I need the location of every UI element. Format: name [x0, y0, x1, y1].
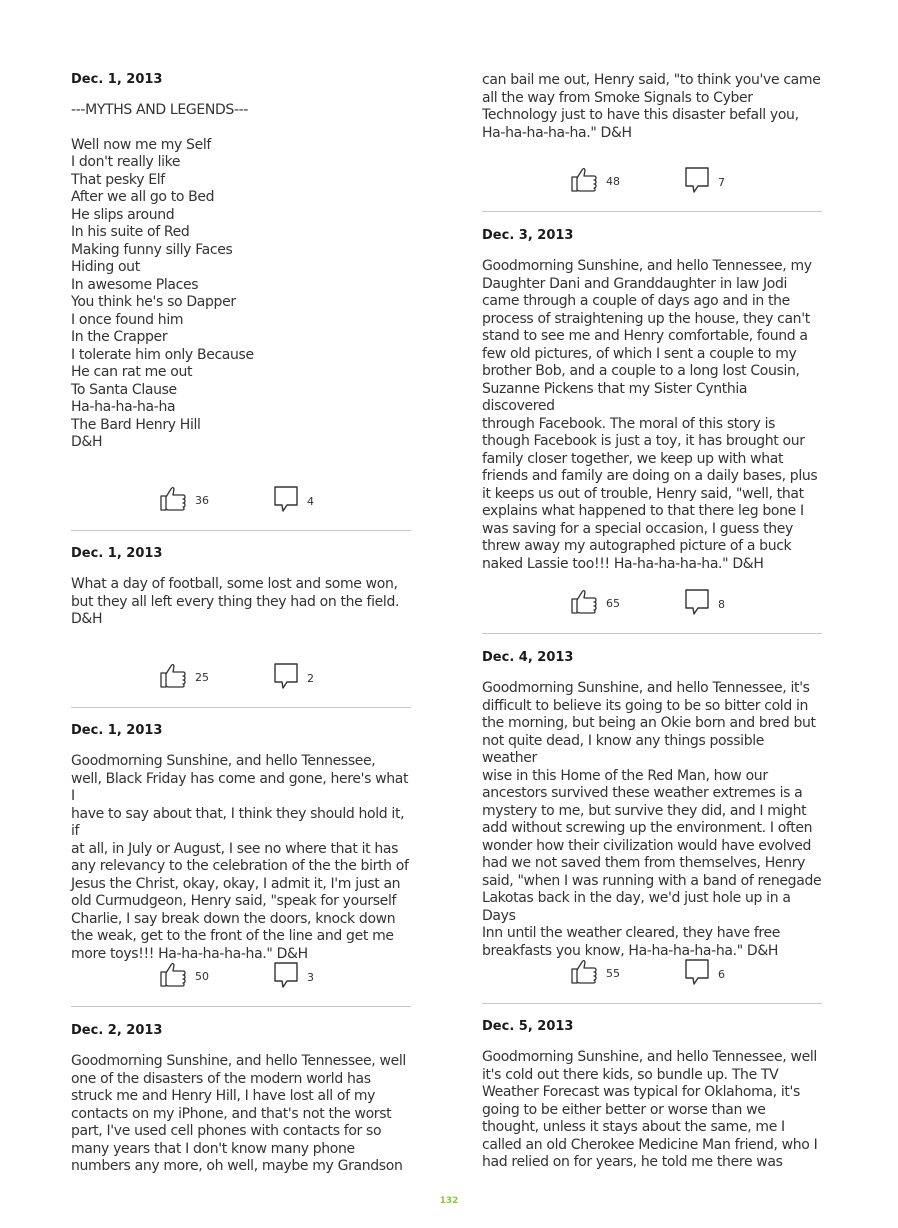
like-count: 25 [195, 670, 209, 684]
post-text: can bail me out, Henry said, "to think you've came all the way from Smoke Signals to Cyber Technology just to have this disaster befall you, Ha-ha-ha-ha-ha." D&H [482, 72, 821, 141]
speech-bubble-icon [684, 588, 710, 620]
thumbs-up-icon [570, 166, 598, 196]
post-text: What a day of football, some lost and some won, but they all left every thing they had on the field. D&H [71, 576, 400, 627]
divider [71, 530, 411, 531]
post-heading: ---MYTHS AND LEGENDS--- [71, 102, 249, 118]
like-count: 36 [195, 493, 209, 507]
divider [71, 707, 411, 708]
like-count: 65 [606, 596, 620, 610]
engagement-bar [71, 662, 411, 692]
post [71, 1023, 411, 1176]
comment-button[interactable] [273, 961, 314, 993]
comment-count: 8 [718, 597, 725, 611]
like-button[interactable] [159, 485, 209, 515]
like-count: 48 [606, 174, 620, 188]
post-text: Goodmorning Sunshine, and hello Tennessee, well it's cold out there kids, so bundle up. The TV Weather Forecast was typical for Oklahoma, it's going to be either better or worse than we thought, unless it stays about the same, me I called an old Cherokee Medicine Man friend, who I had relied on for years, he told me there was [482, 1049, 818, 1170]
comment-count: 3 [307, 970, 314, 984]
comment-count: 6 [718, 967, 725, 981]
post [482, 228, 822, 573]
comment-button[interactable] [684, 166, 725, 198]
speech-bubble-icon [273, 485, 299, 517]
comment-button[interactable] [273, 485, 314, 517]
like-count: 55 [606, 966, 620, 980]
post [71, 546, 411, 629]
like-button[interactable] [159, 662, 209, 692]
speech-bubble-icon [684, 166, 710, 198]
post-date: Dec. 1, 2013 [71, 723, 163, 738]
post-text: Well now me my Self I don't really like That pesky Elf After we all go to Bed He slips around In his suite of Red Making funny silly Faces Hiding out In awesome Places You think he's so Dapper I once found him In the Crapper I tolerate him only Because He can rat me out To Santa Clause Ha-ha-ha-ha-ha The Bard Henry Hill D&H [71, 136, 254, 450]
comment-button[interactable] [684, 958, 725, 990]
speech-bubble-icon [273, 961, 299, 993]
post [482, 1019, 822, 1172]
divider [71, 1006, 411, 1007]
post-date: Dec. 2, 2013 [71, 1023, 163, 1038]
post-continued [482, 72, 822, 142]
post-text: Goodmorning Sunshine, and hello Tennessee, it's difficult to believe its going to be so bitter cold in the morning, but being an Okie born and bred but not quite dead, I know any things possible weather wise in this Home of the Red Man, how our ancestors survived these weather extremes is a mystery to me, but survive they did, and I might add without screwing up the environment. I often wonder how their civilization would have evolved had we not saved them from themselves, Henry said, "when I was running with a band of renegade Lakotas back in the day, we'd just hole up in a Days Inn until the weather cleared, they have free breakfasts you know, Ha-ha-ha-ha-ha." D&H [482, 680, 822, 959]
engagement-bar [482, 588, 822, 618]
post-text: Goodmorning Sunshine, and hello Tennessee, well, Black Friday has come and gone, here's what I have to say about that, I think they should hold it, if at all, in July or August, I see no where that it has any relevancy to the celebration of the the birth of Jesus the Christ, okay, okay, I admit it, I'm just an old Curmudgeon, Henry said, "speak for yourself Charlie, I say break down the doors, knock down the weak, get to the front of the line and get me more toys!!! Ha-ha-ha-ha-ha." D&H [71, 753, 409, 962]
engagement-bar [482, 166, 822, 196]
post-date: Dec. 1, 2013 [71, 72, 163, 87]
comment-count: 4 [307, 494, 314, 508]
post [482, 650, 822, 960]
comment-button[interactable] [684, 588, 725, 620]
divider [482, 1003, 822, 1004]
speech-bubble-icon [273, 662, 299, 694]
engagement-bar [71, 961, 411, 991]
divider [482, 211, 822, 212]
comment-button[interactable] [273, 662, 314, 694]
post [71, 72, 411, 452]
comment-count: 2 [307, 671, 314, 685]
engagement-bar [71, 485, 411, 515]
comment-count: 7 [718, 175, 725, 189]
thumbs-up-icon [159, 485, 187, 515]
like-count: 50 [195, 969, 209, 983]
like-button[interactable] [159, 961, 209, 991]
post-date: Dec. 3, 2013 [482, 228, 574, 243]
like-button[interactable] [570, 958, 620, 988]
engagement-bar [482, 958, 822, 988]
speech-bubble-icon [684, 958, 710, 990]
post-text: Goodmorning Sunshine, and hello Tennessee, my Daughter Dani and Granddaughter in law Jodi came through a couple of days ago and in the process of straightening up the house, they can't stand to see me and Henry comfortable, found a few old pictures, of which I sent a couple to my brother Bob, and a couple to a long lost Cousin, Suzanne Pickens that my Sister Cynthia discovered through Facebook. The moral of this story is though Facebook is just a toy, it has brought our family closer together, we keep up with what friends and family are doing on a daily bases, plus it keeps us out of trouble, Henry said, "well, that explains what happened to that there leg bone I was saving for a special occasion, I guess they threw away my autographed picture of a buck naked Lassie too!!! Ha-ha-ha-ha-ha." D&H [482, 258, 818, 572]
post-date: Dec. 4, 2013 [482, 650, 574, 665]
divider [482, 633, 822, 634]
like-button[interactable] [570, 166, 620, 196]
post-date: Dec. 1, 2013 [71, 546, 163, 561]
thumbs-up-icon [570, 958, 598, 988]
post-date: Dec. 5, 2013 [482, 1019, 574, 1034]
post-text: Goodmorning Sunshine, and hello Tennessee, well one of the disasters of the modern world has struck me and Henry Hill, I have lost all of my contacts on my iPhone, and that's not the worst part, I've used cell phones with contacts for so many years that I don't know many phone numbers any more, oh well, maybe my Grandson [71, 1053, 406, 1174]
page-number: 132 [439, 1196, 459, 1206]
thumbs-up-icon [570, 588, 598, 618]
like-button[interactable] [570, 588, 620, 618]
post [71, 723, 411, 963]
thumbs-up-icon [159, 662, 187, 692]
thumbs-up-icon [159, 961, 187, 991]
